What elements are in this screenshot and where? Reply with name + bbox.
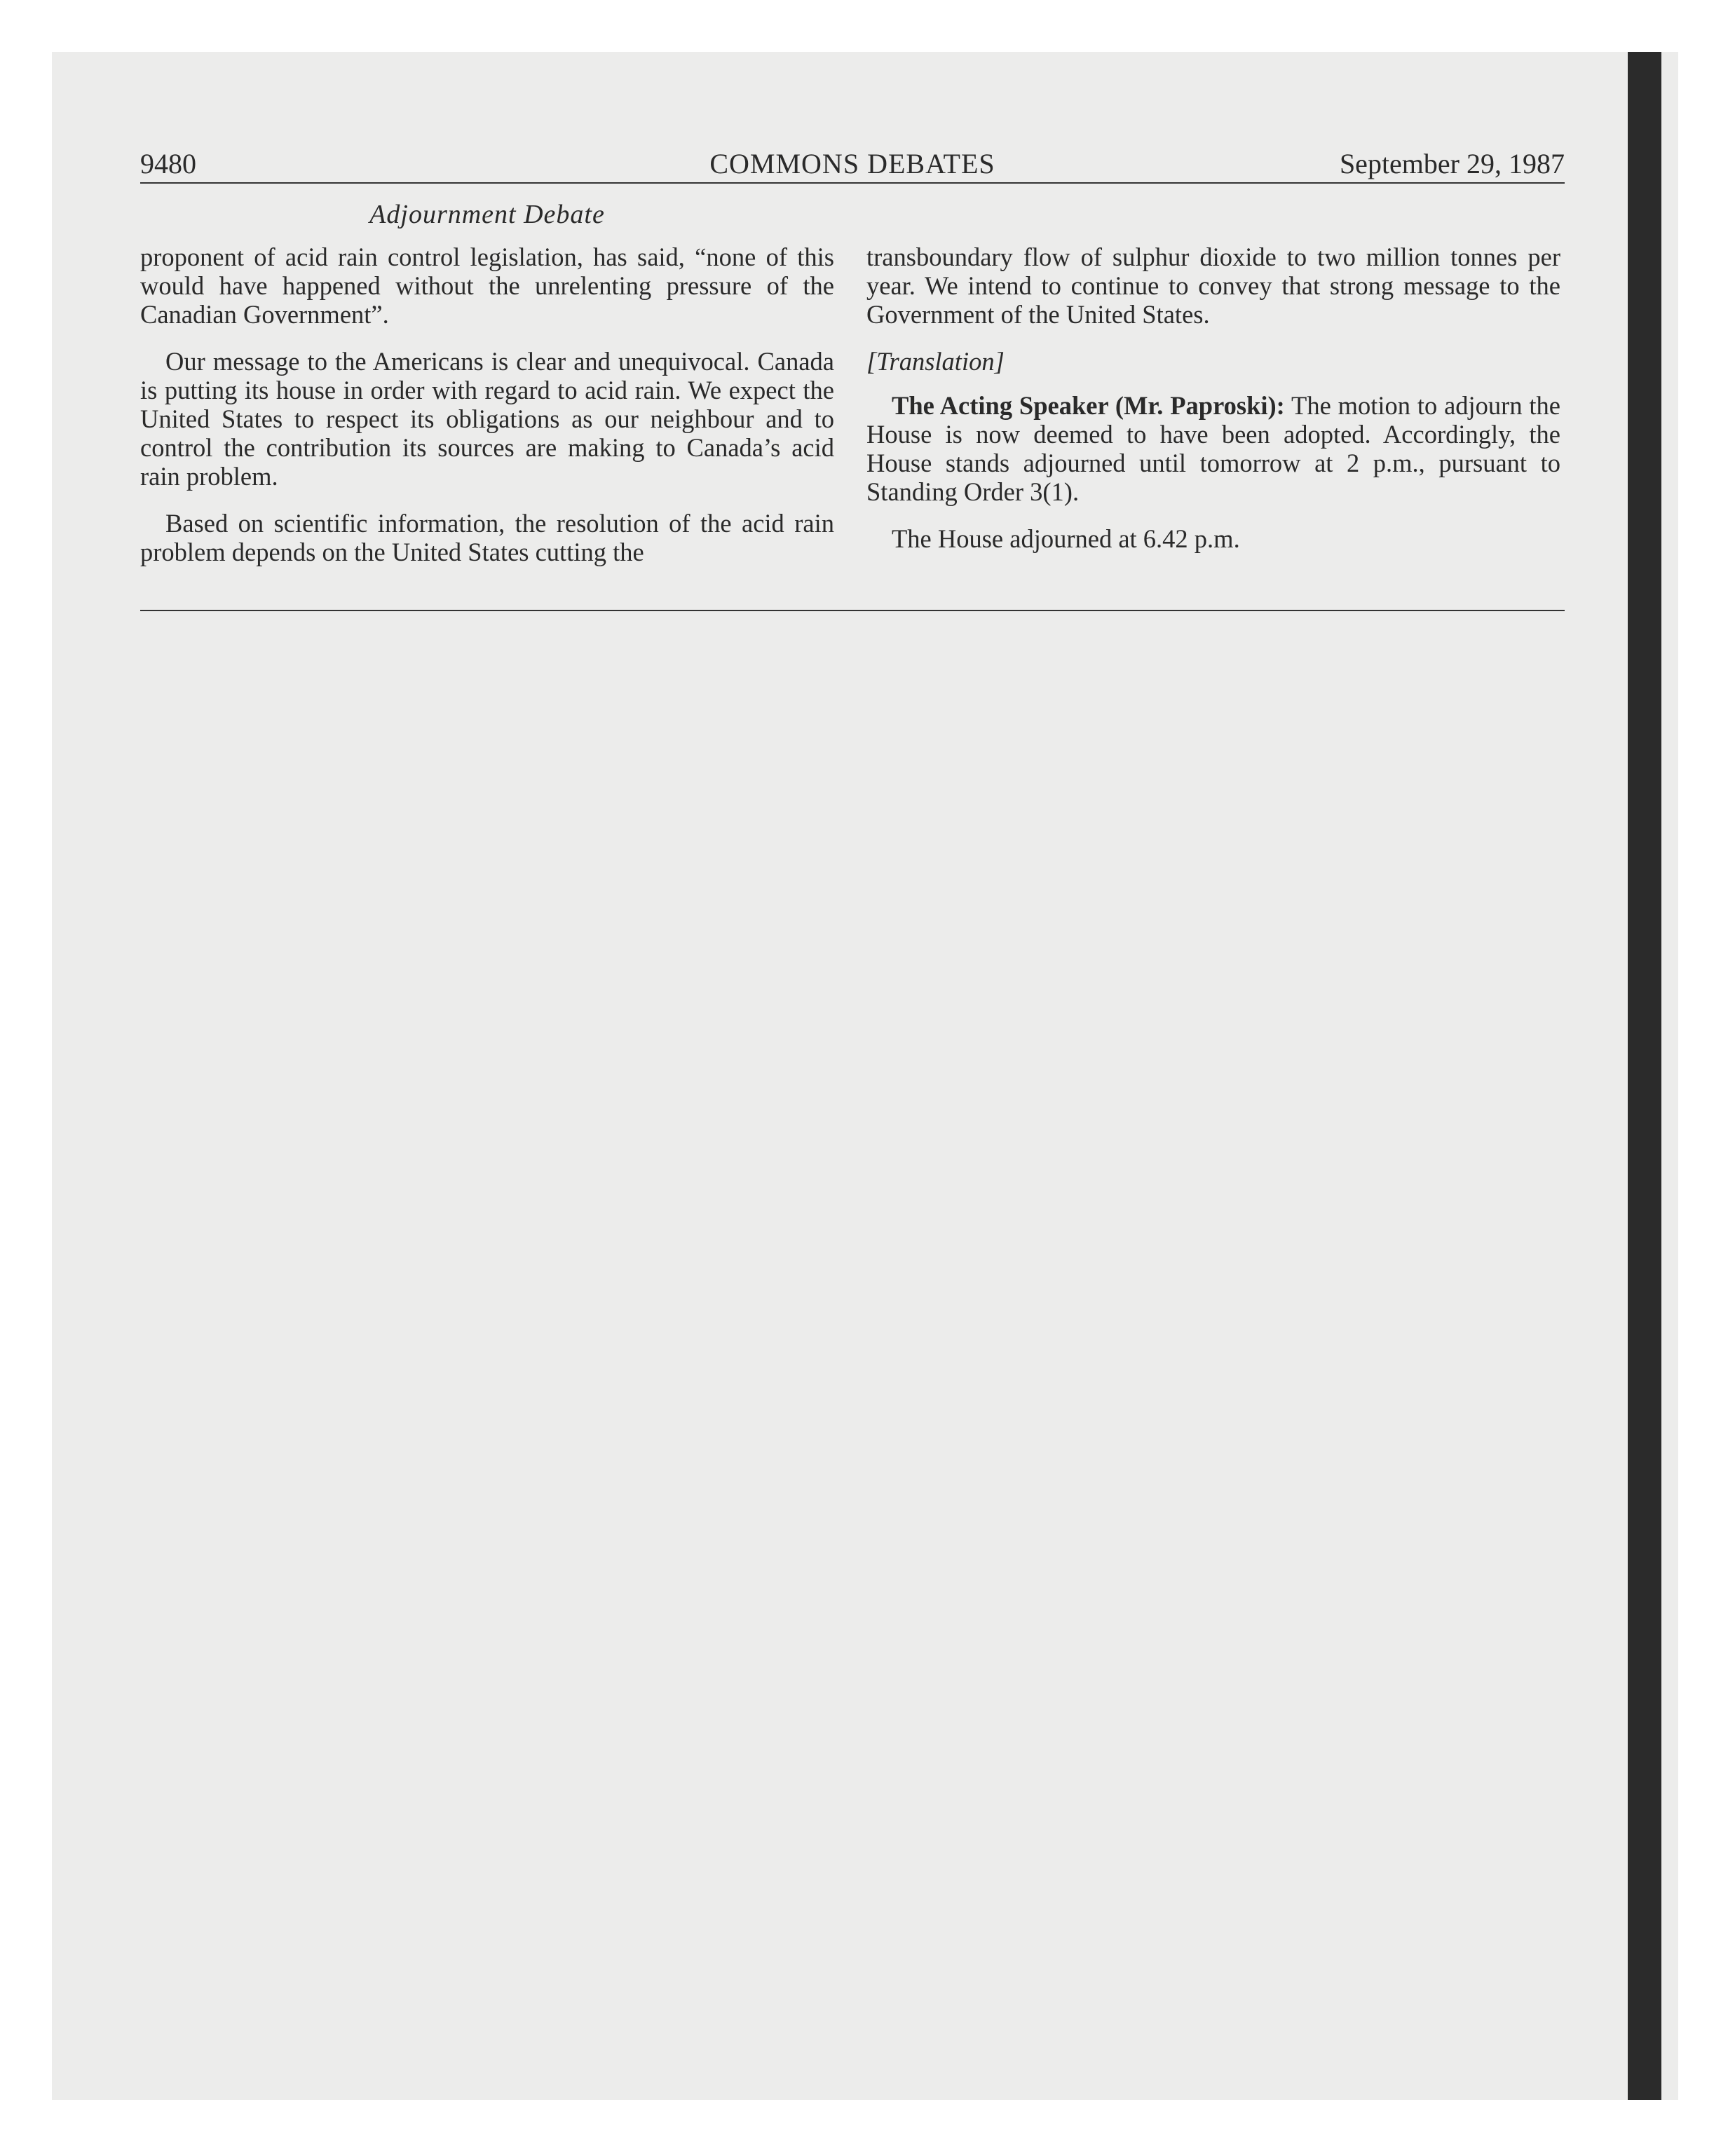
debate-date: September 29, 1987: [1339, 148, 1565, 179]
paragraph: Our message to the Americans is clear and unequivocal. Canada is putting its house in order with regard to acid rain. We expect the United States to respect its obligations as our neighbour and to control the contribution its sources are making to Canada’s acid rain problem.: [140, 347, 834, 491]
speaker-text: The motion to adjourn the House is now deemed to have been adopted. Accordingly, the House stands adjourned until tomorrow at 2 p.m., pursuant to Standing Order 3(1).: [866, 391, 1561, 506]
left-column: [140, 243, 834, 585]
scan-edge-shadow: [1628, 52, 1661, 2100]
speaker-name: The Acting Speaker (Mr. Paproski):: [892, 391, 1285, 420]
right-column: [866, 243, 1560, 571]
paragraph: transboundary flow of sulphur dioxide to two million tonnes per year. We intend to continue to convey that strong message to the Government of the United States.: [866, 243, 1560, 329]
end-rule: [140, 610, 1565, 611]
page-number: 9480: [140, 148, 196, 179]
page-header: [140, 147, 1565, 182]
paragraph: Based on scientific information, the resolution of the acid rain problem depends on the United States cutting the: [140, 509, 834, 566]
speaker-paragraph: [866, 391, 1560, 506]
translation-note: [Translation]: [866, 347, 1005, 376]
header-rule: [140, 182, 1565, 184]
publication-title: COMMONS DEBATES: [709, 148, 995, 179]
section-title: Adjournment Debate: [369, 200, 605, 229]
paragraph: proponent of acid rain control legislation, has said, “none of this would have happened without the unrelenting pressure of the Canadian Government”.: [140, 243, 834, 329]
adjournment-note: The House adjourned at 6.42 p.m.: [892, 524, 1240, 553]
translation-label: Translation: [876, 347, 995, 376]
